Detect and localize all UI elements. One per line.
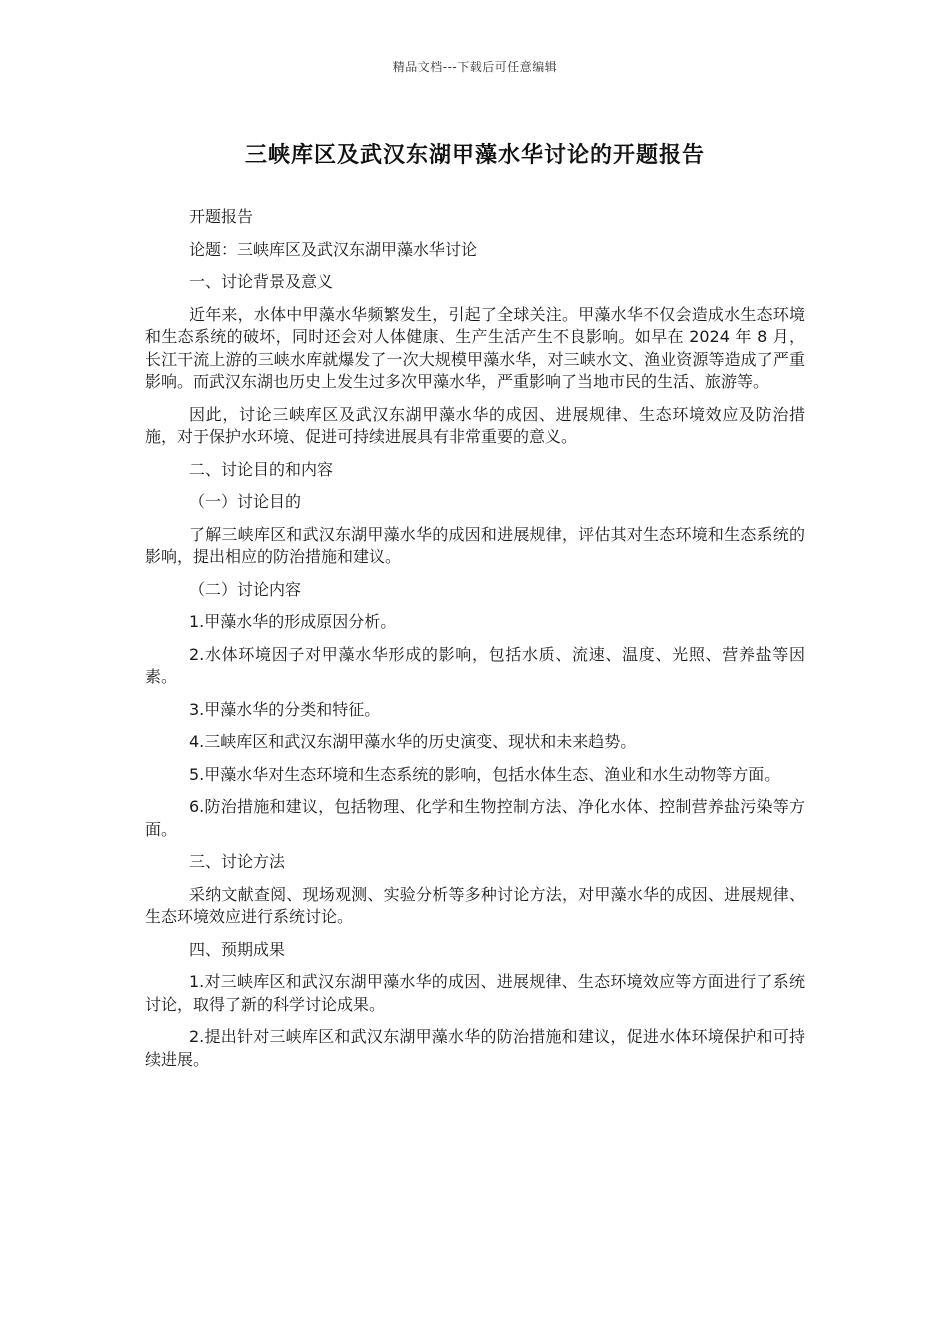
outcome-item: 1.对三峡库区和武汉东湖甲藻水华的成因、进展规律、生态环境效应等方面进行了系统讨论，取得了新的科学讨论成果。 — [145, 972, 805, 1014]
content-item: 1.甲藻水华的形成原因分析。 — [189, 612, 397, 631]
paragraph-report-label: 开题报告 — [189, 207, 254, 226]
subheading-content: （二）讨论内容 — [189, 579, 302, 599]
heading-outcomes: 四、预期成果 — [189, 939, 286, 959]
document-body — [145, 206, 805, 1081]
content-item: 5.甲藻水华对生态环境和生态系统的影响，包括水体生态、渔业和水生动物等方面。 — [189, 764, 781, 784]
paragraph-methods: 采纳文献查阅、现场观测、实验分析等多种讨论方法，对甲藻水华的成因、进展规律、生态环境效应进行系统讨论。 — [145, 884, 805, 926]
subheading-purpose: （一）讨论目的 — [189, 492, 302, 511]
heading-background: 一、讨论背景及意义 — [189, 272, 334, 291]
paragraph-significance: 因此，讨论三峡库区及武汉东湖甲藻水华的成因、进展规律、生态环境效应及防治措施，对于保护水环境、促进可持续进展具有非常重要的意义。 — [145, 404, 805, 446]
content-item: 4.三峡库区和武汉东湖甲藻水华的历史演变、现状和未来趋势。 — [189, 732, 637, 751]
content-item: 3.甲藻水华的分类和特征。 — [189, 699, 381, 719]
content-item: 6.防治措施和建议，包括物理、化学和生物控制方法、净化水体、控制营养盐污染等方面。 — [145, 797, 805, 839]
heading-methods: 三、讨论方法 — [189, 852, 286, 871]
heading-purpose-content: 二、讨论目的和内容 — [189, 459, 334, 479]
paragraph-background: 近年来，水体中甲藻水华频繁发生，引起了全球关注。甲藻水华不仅会造成水生态环境和生态系统的破坏，同时还会对人体健康、生产生活产生不良影响。如早在 2024 年 8 月，长江干流上游的三峡水库就爆发了一次大规模甲藻水华，对三峡水文、渔业资源等造成了严重影响。而武汉东湖也历史上发生过多次甲藻水华，严重影响了当地市民的生活、旅游等。 — [145, 304, 805, 391]
paragraph-purpose: 了解三峡库区和武汉东湖甲藻水华的成因和进展规律，评估其对生态环境和生态系统的影响，提出相应的防治措施和建议。 — [145, 524, 805, 566]
document-title: 三峡库区及武汉东湖甲藻水华讨论的开题报告 — [244, 143, 705, 168]
outcome-item: 2.提出针对三峡库区和武汉东湖甲藻水华的防治措施和建议，促进水体环境保护和可持续进展。 — [145, 1027, 805, 1069]
paragraph-topic: 论题：三峡库区及武汉东湖甲藻水华讨论 — [189, 239, 478, 259]
header-note: 精品文档---下载后可任意编辑 — [392, 60, 558, 74]
content-item: 2.水体环境因子对甲藻水华形成的影响，包括水质、流速、温度、光照、营养盐等因素。 — [145, 644, 805, 686]
